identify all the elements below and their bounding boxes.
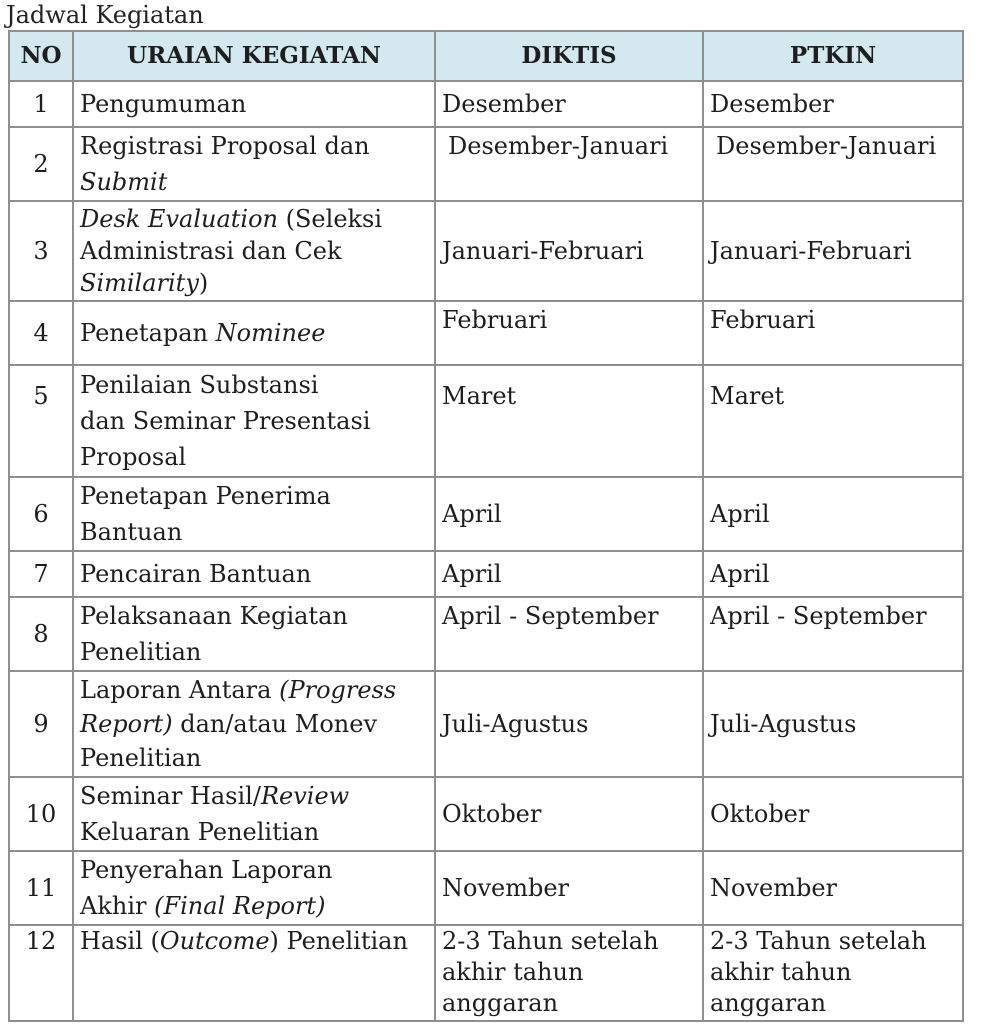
ptkin-cell <box>703 925 963 1021</box>
diktis-cell: Desember-Januari <box>435 127 703 201</box>
table-row <box>9 301 963 365</box>
activity-text-part: (Seleksi <box>278 205 383 233</box>
diktis-cell: Maret <box>435 365 703 477</box>
activity-italic: (Progress <box>279 676 397 704</box>
diktis-cell: April <box>435 551 703 597</box>
row-number: 11 <box>9 851 73 925</box>
activity-italic: Report) <box>80 710 173 738</box>
table-row <box>9 671 963 777</box>
table-row <box>9 551 963 597</box>
ptkin-cell: Maret <box>703 365 963 477</box>
activity-cell <box>73 477 435 551</box>
row-number: 4 <box>9 301 73 365</box>
diktis-cell: Januari-Februari <box>435 201 703 301</box>
header-ptkin: PTKIN <box>703 31 963 81</box>
ptkin-text: akhir tahun <box>710 958 852 986</box>
diktis-cell: Desember <box>435 81 703 127</box>
ptkin-text: anggaran <box>710 989 827 1017</box>
activity-text: Penyerahan Laporan <box>80 856 333 884</box>
ptkin-cell: Januari-Februari <box>703 201 963 301</box>
diktis-cell: Juli-Agustus <box>435 671 703 777</box>
header-diktis: DIKTIS <box>435 31 703 81</box>
activity-text: Bantuan <box>80 518 183 546</box>
table-row <box>9 597 963 671</box>
activity-text <box>80 673 428 707</box>
activity-text: Penetapan <box>80 319 216 347</box>
header-activity: URAIAN KEGIATAN <box>73 31 435 81</box>
activity-text <box>80 164 428 200</box>
activity-text: Penetapan Penerima <box>80 482 331 510</box>
schedule-table <box>8 30 964 1022</box>
ptkin-cell: April <box>703 551 963 597</box>
activity-italic: (Final Report) <box>154 892 326 920</box>
activity-italic: Nominee <box>215 319 326 347</box>
activity-text: dan Seminar Presentasi <box>80 407 371 435</box>
diktis-cell: Oktober <box>435 777 703 851</box>
ptkin-cell: Oktober <box>703 777 963 851</box>
diktis-cell <box>435 925 703 1021</box>
table-row <box>9 925 963 1021</box>
activity-cell <box>73 81 435 127</box>
table-caption: Jadwal Kegiatan <box>6 1 204 29</box>
diktis-cell: April - September <box>435 597 703 671</box>
activity-cell <box>73 365 435 477</box>
table-row <box>9 127 963 201</box>
activity-text <box>80 707 428 741</box>
activity-text-part: ) <box>198 269 209 297</box>
activity-text: Penilaian Substansi <box>80 371 319 399</box>
activity-italic: Similarity <box>80 269 199 297</box>
activity-cell <box>73 551 435 597</box>
row-number: 6 <box>9 477 73 551</box>
ptkin-cell: April - September <box>703 597 963 671</box>
diktis-text: anggaran <box>442 989 559 1017</box>
activity-cell <box>73 851 435 925</box>
activity-text <box>80 888 428 924</box>
activity-text-part: Seminar Hasil/ <box>80 782 261 810</box>
row-number: 10 <box>9 777 73 851</box>
activity-text-part: dan/atau Monev <box>172 710 378 738</box>
row-number: 9 <box>9 671 73 777</box>
row-number: 7 <box>9 551 73 597</box>
diktis-text: 2-3 Tahun setelah <box>442 927 659 955</box>
activity-cell <box>73 127 435 201</box>
activity-cell <box>73 925 435 1021</box>
activity-text: Penelitian <box>80 744 202 772</box>
row-number: 5 <box>9 365 73 477</box>
ptkin-text: 2-3 Tahun setelah <box>710 927 927 955</box>
activity-text <box>80 203 428 235</box>
activity-cell <box>73 671 435 777</box>
activity-text-part: Akhir <box>80 892 155 920</box>
table-row <box>9 81 963 127</box>
activity-cell <box>73 597 435 671</box>
activity-text-part: Laporan Antara <box>80 676 280 704</box>
activity-italic: Outcome <box>159 927 270 955</box>
diktis-cell: Februari <box>435 301 703 365</box>
ptkin-cell: Desember <box>703 81 963 127</box>
activity-text: Pelaksanaan Kegiatan <box>80 602 348 630</box>
activity-cell <box>73 301 435 365</box>
activity-text: Administrasi dan Cek <box>80 237 342 265</box>
activity-text-part: Hasil ( <box>80 927 160 955</box>
row-number: 1 <box>9 81 73 127</box>
activity-text: Pengumuman <box>80 90 247 118</box>
activity-italic: Submit <box>80 168 168 196</box>
ptkin-cell: Juli-Agustus <box>703 671 963 777</box>
ptkin-cell: Februari <box>703 301 963 365</box>
activity-text <box>80 267 428 299</box>
activity-cell <box>73 777 435 851</box>
table-row <box>9 777 963 851</box>
diktis-cell: November <box>435 851 703 925</box>
ptkin-cell: Desember-Januari <box>703 127 963 201</box>
activity-text: Proposal <box>80 443 187 471</box>
activity-text: Penelitian <box>80 638 202 666</box>
table-row <box>9 201 963 301</box>
ptkin-cell: April <box>703 477 963 551</box>
activity-text: Keluaran Penelitian <box>80 818 320 846</box>
activity-italic: Review <box>260 782 350 810</box>
row-number: 12 <box>9 925 73 1021</box>
header-row <box>9 31 963 81</box>
activity-cell <box>73 201 435 301</box>
diktis-cell: April <box>435 477 703 551</box>
header-no: NO <box>9 31 73 81</box>
table-row <box>9 365 963 477</box>
row-number: 2 <box>9 127 73 201</box>
activity-text <box>80 778 428 814</box>
activity-italic: Desk Evaluation <box>80 205 278 233</box>
table-row <box>9 477 963 551</box>
ptkin-cell: November <box>703 851 963 925</box>
diktis-text: akhir tahun <box>442 958 584 986</box>
activity-text: Registrasi Proposal dan <box>80 132 370 160</box>
row-number: 3 <box>9 201 73 301</box>
table-row <box>9 851 963 925</box>
row-number: 8 <box>9 597 73 671</box>
activity-text: Pencairan Bantuan <box>80 560 312 588</box>
activity-text-part: ) Penelitian <box>269 927 408 955</box>
